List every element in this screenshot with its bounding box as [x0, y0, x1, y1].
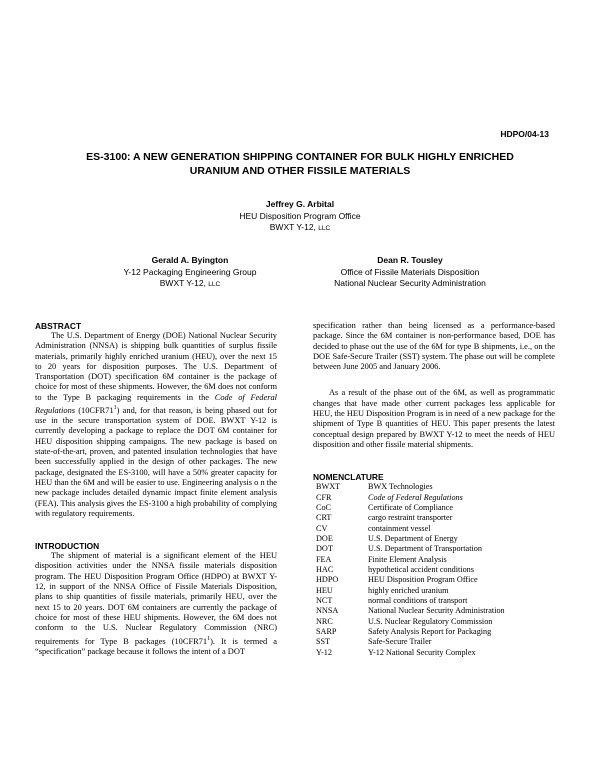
nomenclature-heading: NOMENCLATURE	[313, 472, 384, 483]
nomenclature-definition: Certificate of Compliance	[368, 502, 454, 512]
right-column	[313, 321, 555, 658]
document-number: HDPO/04-13	[500, 129, 549, 139]
nomenclature-abbr: CRT	[316, 513, 332, 523]
nomenclature-row	[316, 524, 505, 534]
author-main-org: HEU Disposition Program Office	[239, 210, 361, 221]
nomenclature-definition: National Nuclear Security Administration	[368, 606, 505, 616]
nomenclature-abbr: CV	[316, 523, 328, 533]
author-right-org: Office of Fissile Materials Disposition	[340, 266, 480, 277]
nomenclature-definition: cargo restraint transporter	[368, 513, 453, 523]
introduction-paragraph: The shipment of material is a significant element of the HEU disposition activities under the NNSA fissile materials disposition program. The HEU Disposition Program Office (HDPO) at BWXT Y-12, in support of the NNSA Office of Fissile Materials Disposition, plans to ship quantities of fissile materials, primarily HEU, over the next 15 to 20 years. DOT 6M containers are currently the package of choice for most of these HEU shipments. However, the 6M does not conform to the U.S. Nuclear Regulatory Commission (NRC) requirements for Type B packages $(10CFR71^1)$. It is termed a “specification” package because it follows the intent of a DOT	[35, 551, 277, 656]
nomenclature-abbr: CoC	[316, 502, 332, 512]
nomenclature-definition: U.S. Nuclear Regulatory Commission	[368, 616, 493, 626]
author-left-name: Gerald A. Byington	[151, 255, 229, 265]
author-main-loc: BWXT Y-12, LLC	[269, 222, 331, 232]
nomenclature-row	[316, 586, 505, 596]
author-right-name: Dean R. Tousley	[377, 255, 443, 265]
nomenclature-row	[316, 534, 505, 544]
nomenclature-definition: Finite Element Analysis	[368, 554, 447, 564]
nomenclature-abbr: DOE	[316, 533, 333, 543]
author-left-loc: BWXT Y-12, LLC	[159, 278, 221, 288]
nomenclature-definition: Safety Analysis Report for Packaging	[368, 627, 492, 637]
nomenclature-abbr: SARP	[316, 627, 337, 637]
nomenclature-row	[316, 493, 505, 503]
nomenclature-definition: U.S. Department of Transportation	[368, 544, 482, 554]
nomenclature-definition: Code of Federal Regulations	[368, 492, 463, 502]
nomenclature-abbr: SST	[316, 637, 331, 647]
nomenclature-row	[316, 627, 505, 637]
nomenclature-definition: U.S. Department of Energy	[368, 533, 458, 543]
nomenclature-abbr: HAC	[316, 565, 334, 575]
nomenclature-definition: highly enriched uranium	[368, 585, 449, 595]
nomenclature-abbr: CFR	[316, 492, 332, 502]
nomenclature-row	[316, 544, 505, 554]
author-right-loc: National Nuclear Security Administration	[334, 278, 486, 288]
title-line-1: ES-3100: A NEW GENERATION SHIPPING CONTAINER FOR BULK HIGHLY ENRICHED	[86, 151, 514, 163]
nomenclature-row	[316, 565, 505, 575]
abstract-paragraph: The U.S. Department of Energy (DOE) National Nuclear Security Administration (NNSA) is shipping bulk quantities of surplus fissile materials, primarily highly enriched uranium (HEU), over the next 15 to 20 years for disposition purposes. The U.S. Department of Transportation (DOT) specification 6M container is the package of choice for most of these shipments. However, the 6M does not conform to the Type B packaging requirements in the Code of Federal Regulations $(10CFR71^1)$ and, for that reason, is being phased out for use in the secure transportation system of DOE. BWXT Y-12 is currently developing a package to replace the DOT 6M container for HEU disposition shipping campaigns. The new package is based on state-of-the-art, proven, and patented insulation technologies that have been successfully applied in the design of other packages. The new package, designated the ES-3100, will have a 50% greater capacity for HEU than the 6M and will be easier to use. Engineering analysis o n the new package includes detailed dynamic impact finite element analysis (FEA). This analysis gives the ES-3100 a high probability of complying with regulatory requirements.	[35, 331, 278, 518]
title-line-2: URANIUM AND OTHER FISSILE MATERIALS	[189, 165, 411, 177]
left-column	[35, 321, 277, 657]
author-left-org: Y-12 Packaging Engineering Group	[123, 266, 257, 277]
author-right	[290, 255, 530, 290]
nomenclature-abbr: HDPO	[316, 575, 339, 585]
paper-title	[40, 150, 560, 178]
nomenclature-definition: Safe-Secure Trailer	[368, 637, 432, 647]
nomenclature-definition: HEU Disposition Program Office	[368, 575, 478, 585]
nomenclature-definition: hypothetical accident conditions	[368, 565, 474, 575]
nomenclature-row	[316, 513, 505, 523]
nomenclature-abbr: DOT	[316, 544, 333, 554]
abstract-heading: ABSTRACT	[35, 321, 82, 331]
nomenclature-abbr: HEU	[316, 585, 333, 595]
nomenclature-row	[316, 482, 505, 492]
author-main	[150, 199, 450, 235]
nomenclature-definition: Y-12 National Security Complex	[368, 647, 476, 657]
nomenclature-definition: BWX Technologies	[368, 482, 433, 492]
nomenclature-abbr: NNSA	[316, 606, 339, 616]
author-left	[80, 255, 300, 291]
nomenclature-definition: normal conditions of transport	[368, 596, 468, 606]
nomenclature-abbr: Y-12	[316, 647, 332, 657]
nomenclature-definition: containment vessel	[368, 523, 431, 533]
nomenclature-row	[316, 555, 505, 565]
nomenclature-row	[316, 575, 505, 585]
nomenclature-row	[316, 637, 505, 647]
nomenclature-row	[316, 503, 505, 513]
author-main-name: Jeffrey G. Arbital	[265, 199, 335, 209]
right-paragraph-2: As a result of the phase out of the 6M, as well as programmatic changes that have made other current packages less applicable for HEU, the HEU Disposition Program is in need of a new package for the shipment of Type B quantities of HEU. This paper presents the latest conceptual design prepared by BWXT Y-12 to meet the needs of HEU disposition and other fissile material shipments.	[313, 388, 555, 449]
right-paragraph-1: specification rather than being licensed as a performance-based package. Since the 6M container is non-performance based, DOE has decided to phase out the use of the 6M for type B shipments, i.e., on the DOE Safe-Secure Trailer (SST) system. The phase out will be complete between June 2005 and January 2006.	[313, 321, 555, 372]
nomenclature-table	[316, 482, 505, 658]
nomenclature-abbr: BWXT	[316, 482, 341, 492]
nomenclature-abbr: NCT	[316, 596, 333, 606]
nomenclature-row	[316, 606, 505, 616]
nomenclature-row	[316, 648, 505, 658]
nomenclature-abbr: NRC	[316, 616, 333, 626]
nomenclature-abbr: FEA	[316, 554, 332, 564]
nomenclature-row	[316, 596, 505, 606]
introduction-heading: INTRODUCTION	[35, 541, 100, 552]
nomenclature-row	[316, 617, 505, 627]
